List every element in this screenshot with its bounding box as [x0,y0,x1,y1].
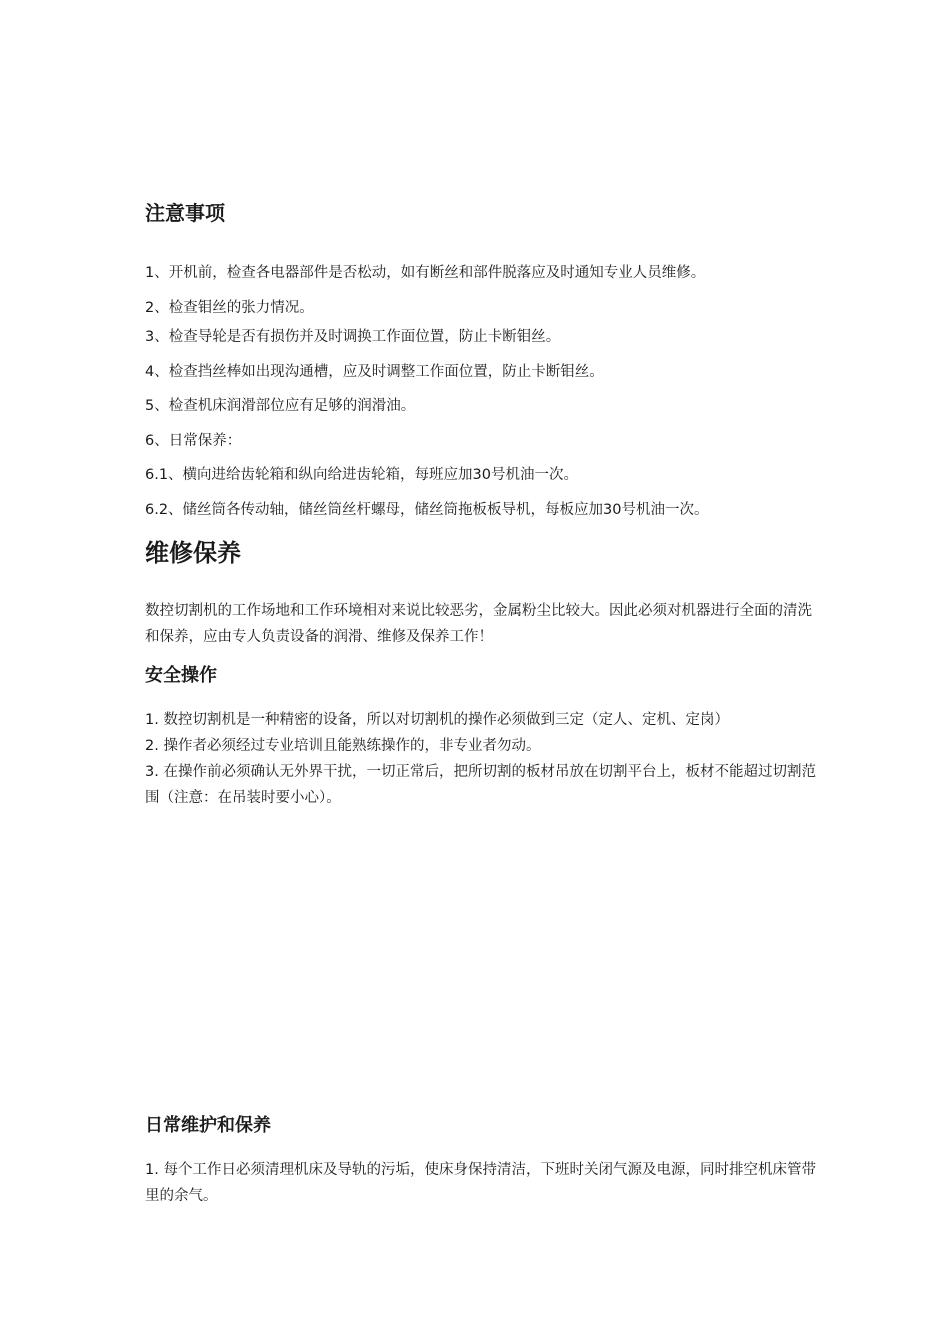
maintenance-paragraph: 数控切割机的工作场地和工作环境相对来说比较恶劣，金属粉尘比较大。因此必须对机器进行全面的清洗和保养，应由专人负责设备的润滑、维修及保养工作！ [145,603,812,645]
notice-item-6: 6、日常保养： [145,433,242,449]
maintenance-heading: 维修保养 [145,539,241,567]
notice-heading: 注意事项 [145,201,225,225]
safety-item-1: 1. 数控切割机是一种精密的设备，所以对切割机的操作必须做到三定（定人、定机、定岗） [145,712,729,728]
notice-item-3: 3、检查导轮是否有损伤并及时调换工作面位置，防止卡断钼丝。 [145,329,561,345]
notice-item-4: 4、检查挡丝棒如出现沟通槽，应及时调整工作面位置，防止卡断钼丝。 [145,364,604,380]
notice-item-2: 2、检查钼丝的张力情况。 [145,300,314,316]
notice-item-6-1: 6.1、横向进给齿轮箱和纵向给进齿轮箱，每班应加30号机油一次。 [145,467,579,483]
safety-item-3: 3. 在操作前必须确认无外界干扰，一切正常后，把所切割的板材吊放在切割平台上，板材不能超过切割范围（注意：在吊装时要小心）。 [145,764,816,806]
daily-maintenance-heading: 日常维护和保养 [145,1115,271,1136]
notice-item-6-2: 6.2、储丝筒各传动轴，储丝筒丝杆螺母，储丝筒拖板板导机，每板应加30号机油一次。 [145,502,709,518]
daily-item-1: 1. 每个工作日必须清理机床及导轨的污垢，使床身保持清洁，下班时关闭气源及电源，同时排空机床管带里的余气。 [145,1162,816,1204]
safety-heading: 安全操作 [145,665,217,686]
safety-item-2: 2. 操作者必须经过专业培训且能熟练操作的，非专业者勿动。 [145,738,541,754]
notice-item-5: 5、检查机床润滑部位应有足够的润滑油。 [145,398,416,414]
notice-item-1: 1、开机前，检查各电器部件是否松动，如有断丝和部件脱落应及时通知专业人员维修。 [145,265,706,281]
